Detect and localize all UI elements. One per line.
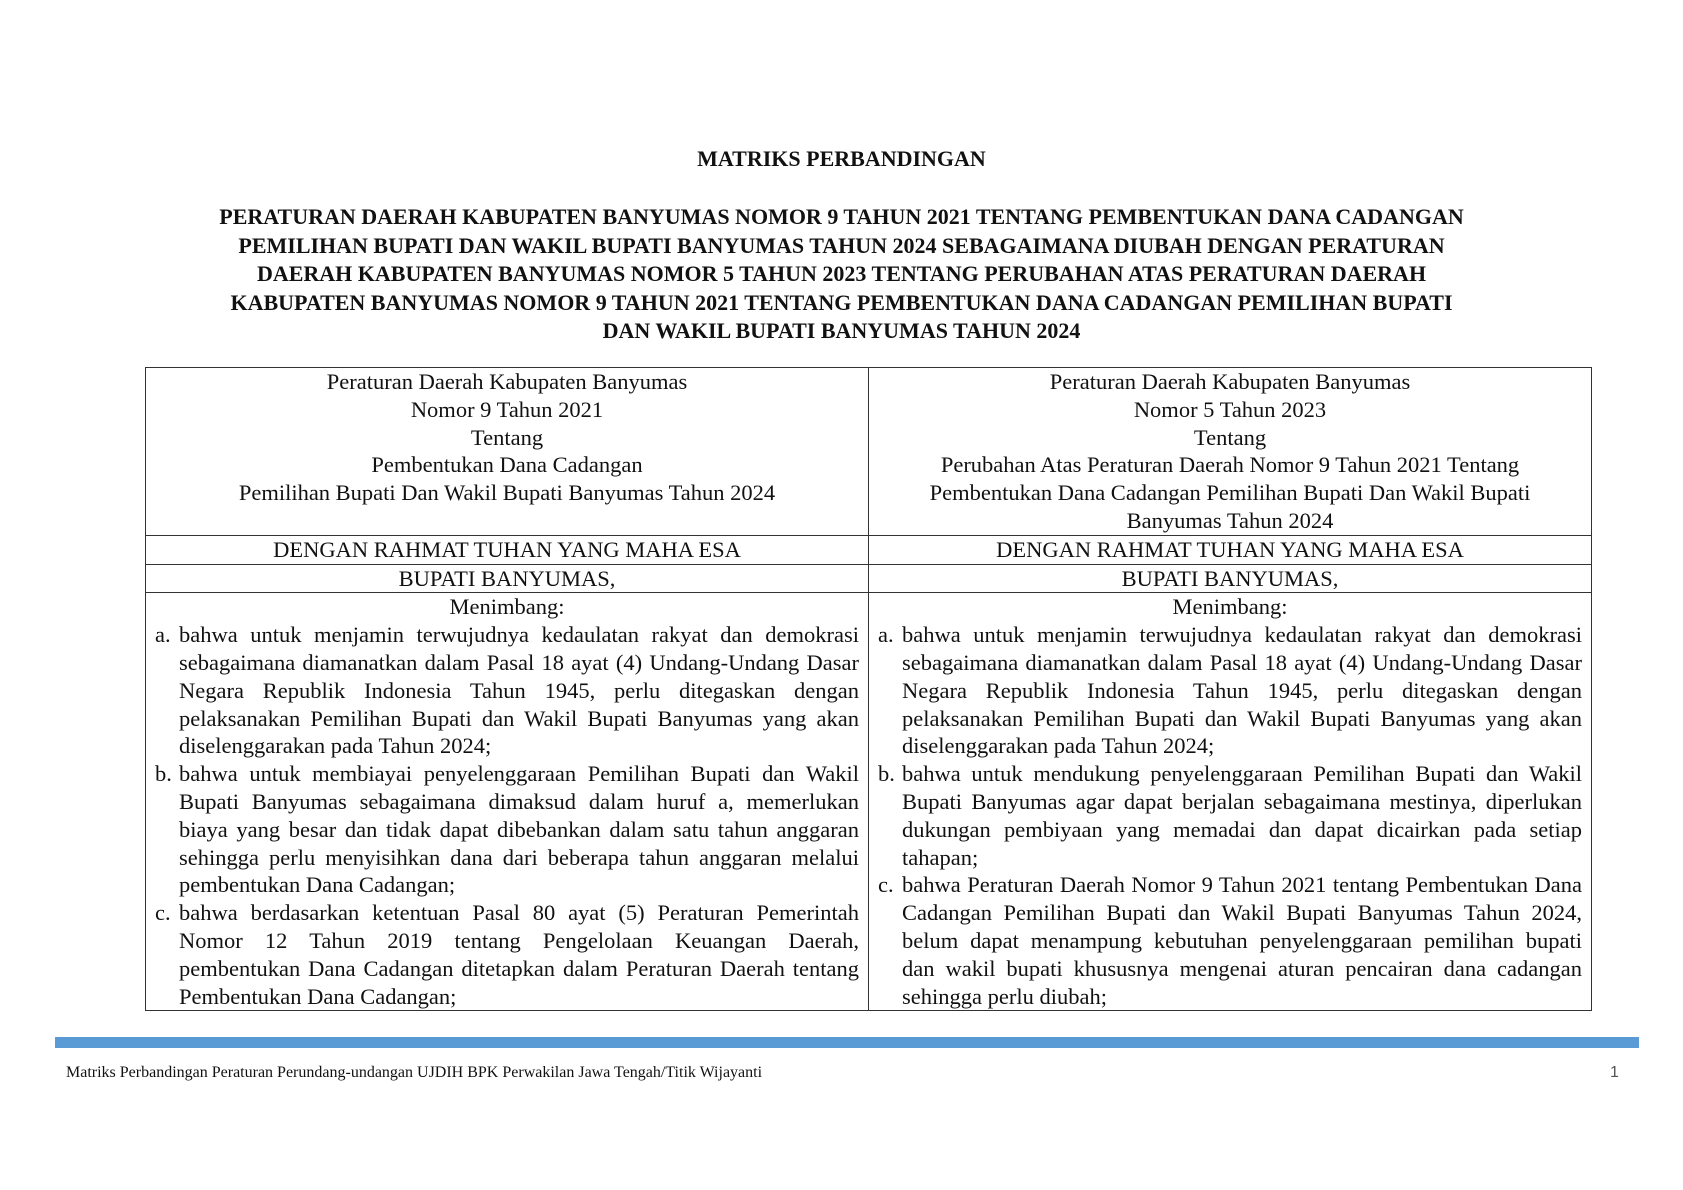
subtitle-line: KABUPATEN BANYUMAS NOMOR 9 TAHUN 2021 TENTANG PEMBENTUKAN DANA CADANGAN PEMILIHAN BUPATI xyxy=(230,289,1453,315)
item-text: bahwa untuk menjamin terwujudnya kedaulatan rakyat dan demokrasi sebagaimana diamanatkan dalam Pasal 18 ayat (4) Undang-Undang Dasar Negara Republik Indonesia Tahun 1945, perlu ditegaskan dengan pelaksanakan Pemilihan Bupati dan Wakil Bupati Banyumas yang akan diselenggarakan pada Tahun 2024; xyxy=(902,622,1582,759)
header-line: Pembentukan Dana Cadangan xyxy=(371,452,643,478)
item-text: bahwa untuk membiayai penyelenggaraan Pemilihan Bupati dan Wakil Bupati Banyumas sebagaimana dimaksud dalam huruf a, memerlukan biaya yang besar dan tidak dapat dibebankan dalam satu tahun anggaran sehingga perlu menyisihkan dana dari beberapa tahun anggaran melalui pembentukan Dana Cadangan; xyxy=(179,761,859,898)
right-menimbang-heading: Menimbang: xyxy=(1172,594,1288,620)
subtitle-line: PERATURAN DAERAH KABUPATEN BANYUMAS NOMOR 9 TAHUN 2021 TENTANG PEMBENTUKAN DANA CADANGAN xyxy=(219,204,1464,229)
header-line: Peraturan Daerah Kabupaten Banyumas xyxy=(1049,369,1411,394)
list-item xyxy=(878,871,1582,1010)
subtitle-line: DAN WAKIL BUPATI BANYUMAS TAHUN 2024 xyxy=(602,318,1081,343)
item-marker: a. xyxy=(878,622,894,648)
item-text: bahwa untuk mendukung penyelenggaraan Pemilihan Bupati dan Wakil Bupati Banyumas agar dapat berjalan sebagaimana mestinya, diperlukan dukungan pembiyaan yang memadai dan dapat dicairkan pada setiap tahapan; xyxy=(902,761,1582,870)
right-rahmat: DENGAN RAHMAT TUHAN YANG MAHA ESA xyxy=(869,535,1592,564)
left-rahmat: DENGAN RAHMAT TUHAN YANG MAHA ESA xyxy=(146,535,869,564)
item-marker: c. xyxy=(878,872,894,898)
subtitle-line: DAERAH KABUPATEN BANYUMAS NOMOR 5 TAHUN 2023 TENTANG PERUBAHAN ATAS PERATURAN DAERAH xyxy=(256,261,1427,286)
footer-caption: Matriks Perbandingan Peraturan Perundang-undangan UJDIH BPK Perwakilan Jawa Tengah/Titik Wijayanti xyxy=(66,1064,763,1081)
header-line: Tentang xyxy=(1193,424,1267,450)
left-menimbang-cell xyxy=(146,593,869,1011)
header-line: Tentang xyxy=(470,424,544,450)
left-bupati: BUPATI BANYUMAS, xyxy=(146,564,869,593)
header-line: Nomor 5 Tahun 2023 xyxy=(1133,396,1327,422)
menimbang-row xyxy=(146,593,1592,1011)
item-text: bahwa untuk menjamin terwujudnya kedaulatan rakyat dan demokrasi sebagaimana diamanatkan dalam Pasal 18 ayat (4) Undang-Undang Dasar Negara Republik Indonesia Tahun 1945, perlu ditegaskan dengan pelaksanakan Pemilihan Bupati dan Wakil Bupati Banyumas yang akan diselenggarakan pada Tahun 2024; xyxy=(179,622,859,759)
item-marker: a. xyxy=(155,622,171,648)
left-considerations-list xyxy=(155,621,859,1010)
rahmat-row xyxy=(146,535,1592,564)
item-marker: c. xyxy=(155,900,171,926)
header-line: Banyumas Tahun 2024 xyxy=(1126,507,1334,533)
header-line: Pembentukan Dana Cadangan Pemilihan Bupati Dan Wakil Bupati xyxy=(929,480,1531,506)
list-item xyxy=(878,760,1582,871)
page-number: 1 xyxy=(1610,1064,1619,1081)
header-line: Pemilihan Bupati Dan Wakil Bupati Banyumas Tahun 2024 xyxy=(238,480,776,506)
list-item xyxy=(878,621,1582,760)
header-line: Nomor 9 Tahun 2021 xyxy=(410,396,604,422)
item-text: bahwa Peraturan Daerah Nomor 9 Tahun 2021 tentang Pembentukan Dana Cadangan Pemilihan Bupati dan Wakil Bupati Banyumas Tahun 2024, belum dapat menampung kebutuhan penyelenggaraan pemilihan bupati dan wakil bupati khususnya mengenai aturan pencairan dana cadangan sehingga perlu diubah; xyxy=(902,872,1582,1009)
left-regulation-header xyxy=(146,368,869,536)
list-item xyxy=(155,621,859,760)
header-line: Perubahan Atas Peraturan Daerah Nomor 9 Tahun 2021 Tentang xyxy=(940,452,1520,478)
item-marker: b. xyxy=(155,761,172,787)
list-item xyxy=(155,899,859,1010)
header-line: Peraturan Daerah Kabupaten Banyumas xyxy=(326,369,688,394)
document-title: MATRIKS PERBANDINGAN xyxy=(697,146,986,171)
item-text: bahwa berdasarkan ketentuan Pasal 80 ayat (5) Peraturan Pemerintah Nomor 12 Tahun 2019 tentang Pengelolaan Keuangan Daerah, pembentukan Dana Cadangan ditetapkan dalam Peraturan Daerah tentang Pembentukan Dana Cadangan; xyxy=(179,900,859,1009)
regulation-header-row xyxy=(146,368,1592,536)
item-marker: b. xyxy=(878,761,895,787)
right-considerations-list xyxy=(878,621,1582,1010)
footer-divider xyxy=(55,1037,1639,1048)
bupati-row xyxy=(146,564,1592,593)
list-item xyxy=(155,760,859,899)
subtitle-line: PEMILIHAN BUPATI DAN WAKIL BUPATI BANYUMAS TAHUN 2024 SEBAGAIMANA DIUBAH DENGAN PERATURAN xyxy=(238,232,1445,258)
document-subtitle xyxy=(150,203,1533,346)
right-menimbang-cell xyxy=(869,593,1592,1011)
right-bupati: BUPATI BANYUMAS, xyxy=(869,564,1592,593)
right-regulation-header xyxy=(869,368,1592,536)
comparison-table xyxy=(145,367,1592,1011)
left-menimbang-heading: Menimbang: xyxy=(449,594,565,620)
